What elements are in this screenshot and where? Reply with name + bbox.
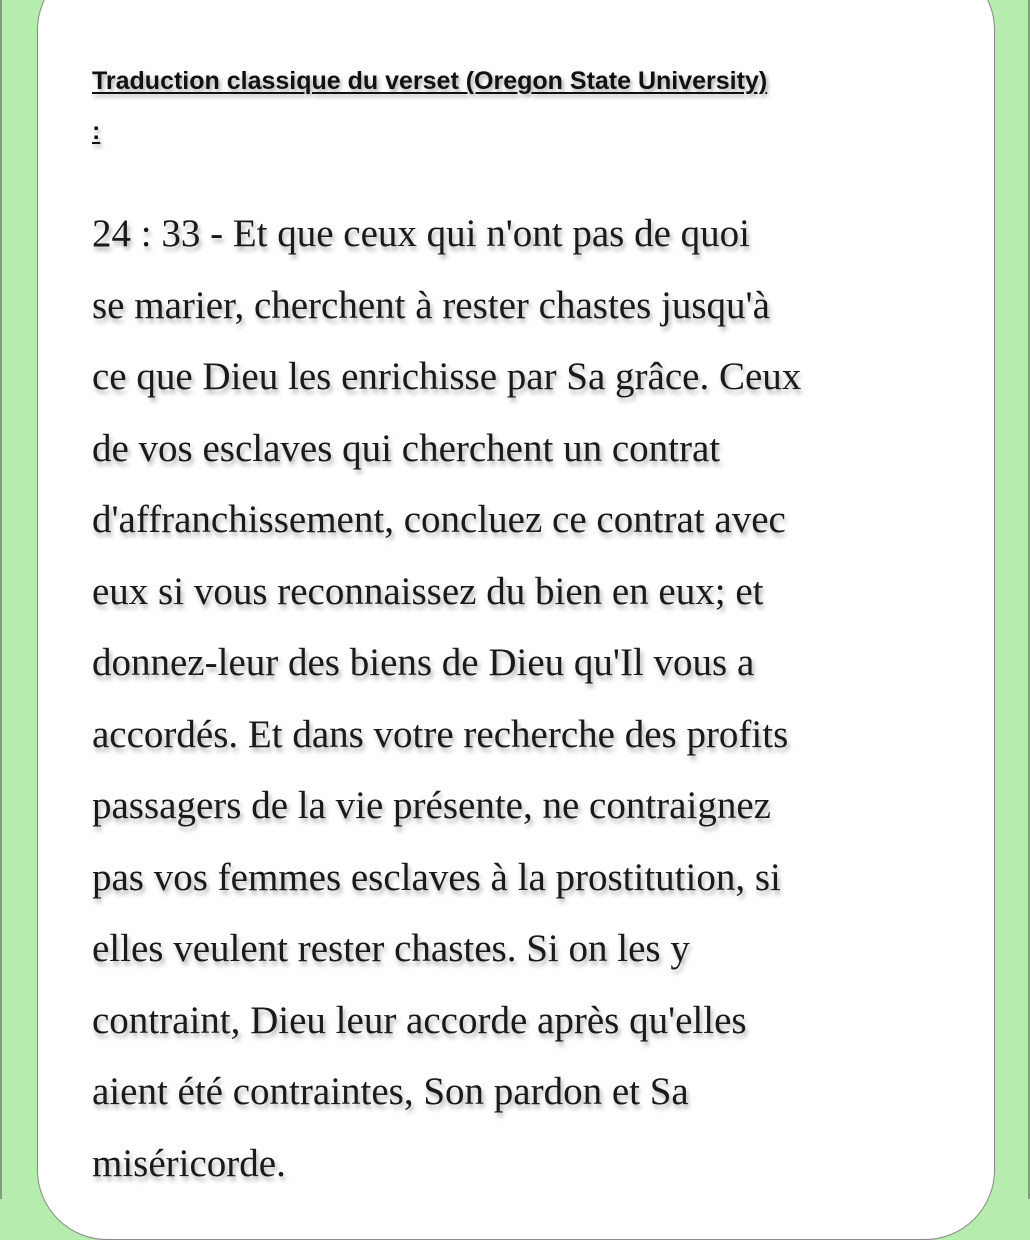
verse-line: pas vos femmes esclaves à la prostitution, si [92,855,781,899]
verse-line: 24 : 33 - Et que ceux qui n'ont pas de quoi [92,212,750,255]
verse-text [92,198,962,1199]
verse-line: aient été contraintes, Son pardon et Sa [92,1070,689,1113]
verse-line: d'affranchissement, concluez ce contrat avec [92,498,786,541]
verse-line: passagers de la vie présente, ne contraignez [92,784,771,827]
verse-line: elles veulent rester chastes. Si on les y [92,927,690,970]
verse-line: de vos esclaves qui cherchent un contrat [92,426,721,470]
verse-line: eux si vous reconnaissez du bien en eux; et [92,569,764,613]
verse-line: accordés. Et dans votre recherche des profits [92,712,789,756]
section-heading [92,56,962,156]
verse-line: donnez-leur des biens de Dieu qu'Il vous a [92,641,755,684]
verse-line: contraint, Dieu leur accorde après qu'elles [92,998,747,1042]
verse-line: miséricorde. [92,1141,286,1185]
heading-title: Traduction classique du verset (Oregon State University) [92,67,768,95]
heading-colon: : [92,117,101,145]
verse-line: ce que Dieu les enrichisse par Sa grâce. Ceux [92,355,802,398]
verse-line: se marier, cherchent à rester chastes jusqu'à [92,283,770,327]
